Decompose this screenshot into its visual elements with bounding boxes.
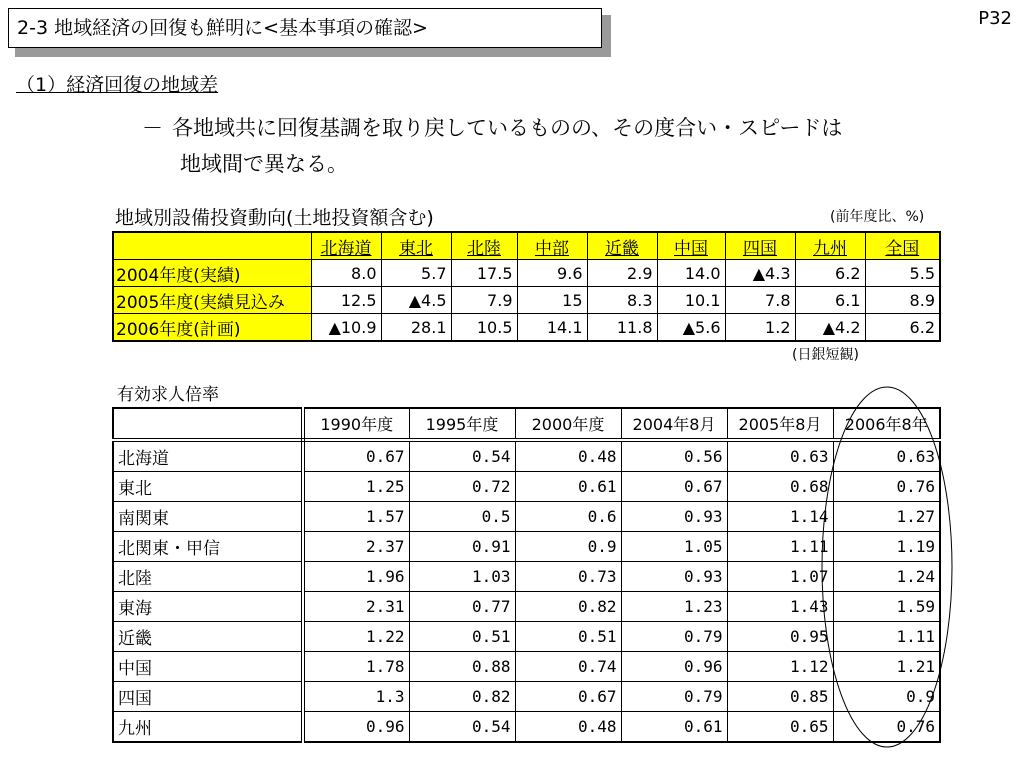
table-cell: 0.63 [833,440,940,472]
table-cell: 1.11 [727,532,833,562]
row-label: 2004年度(実績) [113,260,311,287]
table-cell: 0.96 [303,712,409,743]
table-cell: 0.72 [409,472,515,502]
row-label: 東海 [113,592,303,622]
table-cell: 0.56 [621,440,727,472]
table-cell: 0.73 [515,562,621,592]
investment-table [112,231,941,342]
section-heading: （1）経済回復の地域差 [16,74,219,96]
table-row [113,314,940,342]
table-cell: 11.8 [587,314,657,342]
bullet-line-1: 各地域共に回復基調を取り戻しているものの、その度合い・スピードは [172,116,843,140]
table-cell: 1.03 [409,562,515,592]
table-cell: 0.93 [621,562,727,592]
table-cell: 0.96 [621,652,727,682]
table-cell: 0.5 [409,502,515,532]
column-header: 2000年度 [515,408,621,440]
row-label: 北陸 [113,562,303,592]
row-label: 近畿 [113,622,303,652]
table-cell: 5.7 [381,260,451,287]
column-header: 四国 [725,232,795,260]
table-cell: 0.51 [515,622,621,652]
table-cell: 12.5 [311,287,381,314]
table-cell: 7.8 [725,287,795,314]
table-row [113,472,940,502]
table-cell: 0.67 [303,440,409,472]
table-cell: 1.05 [621,532,727,562]
table-cell: 0.61 [515,472,621,502]
table-cell: 0.79 [621,682,727,712]
table-row [113,712,940,743]
row-label: 中国 [113,652,303,682]
table-cell: 2.9 [587,260,657,287]
table-cell: 10.1 [657,287,725,314]
table-cell: 8.0 [311,260,381,287]
table-row [113,287,940,314]
table-row [113,532,940,562]
table-cell: 0.51 [409,622,515,652]
table-cell: 0.74 [515,652,621,682]
table-cell: 0.79 [621,622,727,652]
table-cell: 0.82 [409,682,515,712]
table-cell: 0.91 [409,532,515,562]
table-cell: 7.9 [451,287,517,314]
jobs-header-row [113,408,940,440]
column-header: 1990年度 [303,408,409,440]
table-row [113,622,940,652]
slide-title: 2-3 地域経済の回復も鮮明に<基本事項の確認> [8,8,602,48]
column-header: 2004年8月 [621,408,727,440]
table-cell: 1.07 [727,562,833,592]
table-cell: 0.54 [409,440,515,472]
table-cell: 9.6 [517,260,587,287]
table-cell: 0.9 [515,532,621,562]
table-cell: 14.1 [517,314,587,342]
investment-table-unit: (前年度比、%) [830,209,925,225]
jobs-table-title: 有効求人倍率 [117,385,219,405]
table-cell: 1.12 [727,652,833,682]
table-row [113,682,940,712]
table-cell: 0.65 [727,712,833,743]
table-cell: 0.6 [515,502,621,532]
table-row [113,260,940,287]
table-cell: 0.68 [727,472,833,502]
table-cell: 1.24 [833,562,940,592]
table-cell: 0.67 [515,682,621,712]
table-row [113,652,940,682]
investment-table-source: (日銀短観) [792,344,859,364]
table-cell: 17.5 [451,260,517,287]
table-cell: 15 [517,287,587,314]
table-row [113,440,940,472]
table-cell: 0.76 [833,712,940,743]
table-cell: 10.5 [451,314,517,342]
table-cell: ▲4.2 [795,314,865,342]
table-cell: 0.93 [621,502,727,532]
table-cell: ▲4.5 [381,287,451,314]
row-label: 北海道 [113,440,303,472]
column-header: 九州 [795,232,865,260]
table-cell: 1.21 [833,652,940,682]
table-cell: 6.2 [865,314,940,342]
table-row [113,592,940,622]
row-label: 2006年度(計画) [113,314,311,342]
table-cell: 1.3 [303,682,409,712]
table-cell: 0.95 [727,622,833,652]
table-cell: 5.5 [865,260,940,287]
table-row [113,502,940,532]
table-cell: 28.1 [381,314,451,342]
row-label: 南関東 [113,502,303,532]
table-cell: 0.48 [515,440,621,472]
table-cell: 1.11 [833,622,940,652]
table-cell: 1.23 [621,592,727,622]
table-cell: 1.22 [303,622,409,652]
row-label: 2005年度(実績見込み [113,287,311,314]
table-cell: 0.85 [727,682,833,712]
table-cell: 1.25 [303,472,409,502]
table-cell: 0.88 [409,652,515,682]
column-header: 中国 [657,232,725,260]
column-header: 全国 [865,232,940,260]
column-header: 2005年8月 [727,408,833,440]
row-label: 東北 [113,472,303,502]
table-cell: 1.57 [303,502,409,532]
row-label: 九州 [113,712,303,743]
page-number: P32 [978,8,1012,29]
table-cell: 1.43 [727,592,833,622]
table-cell: 0.76 [833,472,940,502]
table-cell: 1.96 [303,562,409,592]
table-cell: ▲4.3 [725,260,795,287]
bullet-dash: － [142,116,163,140]
row-label: 北関東・甲信 [113,532,303,562]
table-cell: 0.77 [409,592,515,622]
table-cell: 14.0 [657,260,725,287]
table-cell: 0.82 [515,592,621,622]
table-cell: 0.9 [833,682,940,712]
table-cell: 1.59 [833,592,940,622]
table-cell: 1.19 [833,532,940,562]
column-header: 近畿 [587,232,657,260]
table-cell: 2.31 [303,592,409,622]
row-label: 四国 [113,682,303,712]
table-cell: 8.9 [865,287,940,314]
column-header: 北海道 [311,232,381,260]
table-cell: 0.61 [621,712,727,743]
table-cell: 0.54 [409,712,515,743]
table-cell: 1.78 [303,652,409,682]
table-cell: 0.67 [621,472,727,502]
bullet-line-2: 地域間で異なる。 [180,152,348,176]
jobs-table [112,407,941,743]
table-cell: 1.14 [727,502,833,532]
header-empty-cell [113,232,311,260]
investment-table-title: 地域別設備投資動向(土地投資額含む) [115,207,434,229]
column-header: 2006年8年 [833,408,940,440]
table-cell: ▲10.9 [311,314,381,342]
table-row [113,562,940,592]
table-cell: 8.3 [587,287,657,314]
table-cell: 1.2 [725,314,795,342]
table-cell: 1.27 [833,502,940,532]
column-header: 中部 [517,232,587,260]
table-cell: 6.1 [795,287,865,314]
column-header: 1995年度 [409,408,515,440]
table-cell: 0.63 [727,440,833,472]
table-cell: ▲5.6 [657,314,725,342]
table-cell: 0.48 [515,712,621,743]
header-empty-cell [113,408,303,440]
table-cell: 2.37 [303,532,409,562]
column-header: 北陸 [451,232,517,260]
column-header: 東北 [381,232,451,260]
investment-header-row [113,232,940,260]
table-cell: 6.2 [795,260,865,287]
